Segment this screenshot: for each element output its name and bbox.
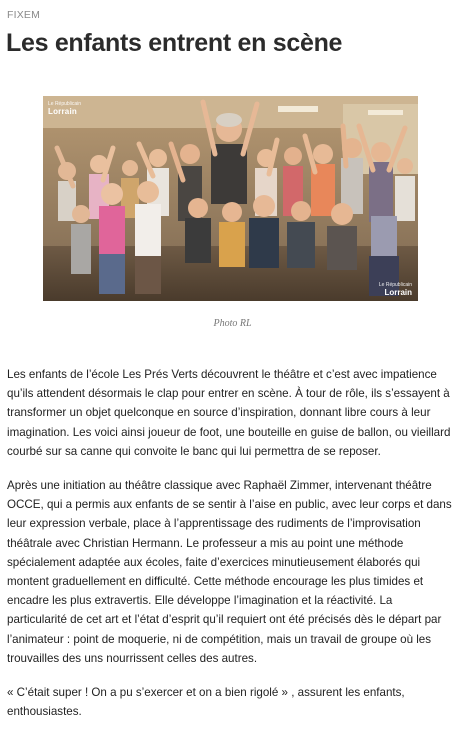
article-photo[interactable]	[43, 96, 418, 301]
article-title: Les enfants entrent en scène	[6, 29, 343, 57]
section-label: FIXEM	[7, 9, 41, 21]
paragraph: Les enfants de l’école Les Prés Verts découvrent le théâtre et c’est avec impatience qu’ils attendent désormais le clap pour entrer en scène. À tour de rôle, ils s’essayent à transformer un objet quelconque en source d’inspiration, donnant libre cours à leur imagination. Les voici ainsi joueur de foot, une bouteille en guise de ballon, ou vieillard courbé sur sa canne qui convoite le banc qui lui permettra de se reposer.	[7, 368, 451, 458]
logo-small-text-2: Le Républicain	[378, 282, 412, 288]
logo-big-text: Lorrain	[48, 107, 77, 116]
group-photo-illustration	[43, 96, 418, 301]
paragraph: Après une initiation au théâtre classique avec Raphaël Zimmer, intervenant théâtre OCCE, qui a permis aux enfants de se sentir à l’aise en public, avec leur corps et dans leur expression verbale, place à l’apprentissage des rudiments de l’improvisation théâtrale avec Christian Hermann. Le professeur a mis au point une méthode spécialement adaptée aux écoles, faite d’exercices minutieusement élaborés qui montent graduellement en difficulté. Cette méthode encourage les plus timides et encadre les plus extravertis. Elle développe l’imagination et la réactivité. La particularité de cet art et l’état d’esprit qu’il requiert ont été précisés dès le départ par l’animateur : point de moquerie, ni de compétition, mais un travail de groupe où les trouvailles des uns nourrissent celles des autres.	[7, 479, 452, 665]
logo-small-text: Le Républicain	[48, 101, 82, 107]
paragraph: « C’était super ! On a pu s’exercer et on a bien rigolé » , assurent les enfants, enthousiastes.	[7, 686, 405, 719]
newspaper-logo-bottom	[379, 281, 412, 297]
photo-caption: Photo RL	[213, 318, 252, 329]
article-body	[7, 365, 455, 736]
logo-big-text-2: Lorrain	[384, 288, 412, 297]
newspaper-logo-top	[48, 100, 81, 116]
